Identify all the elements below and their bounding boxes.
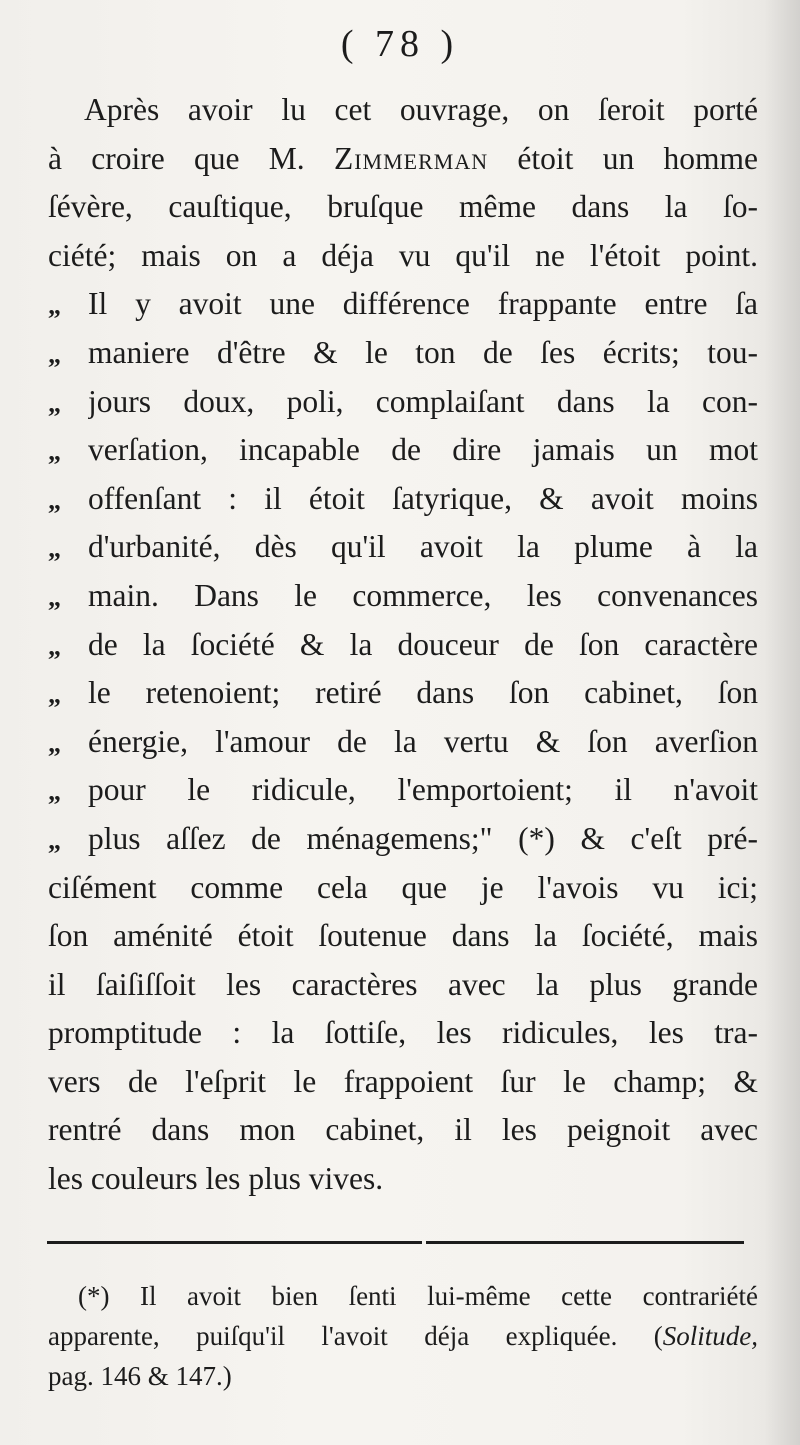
line-text: ciété; mais on a déja vu qu'il ne l'étoit point.	[48, 237, 758, 273]
line-text: Il y avoit une différence frappante entre ſa	[88, 286, 758, 322]
text-line	[48, 329, 758, 378]
quotation-mark: „	[48, 485, 61, 515]
line-text: Après avoir lu cet ouvrage, on ſeroit porté	[84, 92, 758, 127]
line-text: rentré dans mon cabinet, il les peignoit avec	[48, 1112, 758, 1148]
text-line	[48, 621, 758, 670]
line-text: main. Dans le commerce, les convenances	[88, 577, 758, 613]
quotation-mark: „	[48, 339, 61, 369]
line-text-part: à croire que M.	[48, 140, 334, 176]
text-line	[48, 912, 758, 961]
text-line	[48, 669, 758, 718]
line-text: verſation, incapable de dire jamais un mot	[88, 432, 758, 468]
text-line	[48, 815, 758, 864]
footnote-rule-left	[47, 1241, 422, 1244]
footnote-line	[48, 1276, 758, 1316]
page-edge-shadow	[764, 0, 800, 1445]
text-line	[48, 1155, 758, 1204]
text-line	[48, 232, 758, 281]
body-text	[48, 86, 758, 1204]
text-line	[48, 183, 758, 232]
footnote-line	[48, 1356, 758, 1396]
page-number: ( 78 )	[340, 23, 460, 65]
quotation-mark: „	[48, 825, 61, 855]
text-line	[48, 718, 758, 767]
text-line	[48, 766, 758, 815]
quotation-mark: „	[48, 437, 61, 467]
text-line	[48, 280, 758, 329]
line-text: de la ſociété & la douceur de ſon caractère	[88, 626, 758, 662]
quotation-mark: „	[48, 728, 61, 758]
footnote-line-1: (*) Il avoit bien ſenti lui-même cette contrariété	[78, 1281, 758, 1311]
text-line	[48, 1058, 758, 1107]
text-line	[48, 864, 758, 913]
quotation-mark: „	[48, 680, 61, 710]
quotation-mark: „	[48, 534, 61, 564]
line-text: ciſément comme cela que je l'avois vu ici;	[48, 869, 758, 905]
line-text: plus aſſez de ménagemens;" (*) & c'eſt pré-	[88, 820, 758, 856]
footnote-solitude-title: Solitude,	[662, 1321, 758, 1351]
quotation-mark: „	[48, 631, 61, 661]
line-text: maniere d'être & le ton de ſes écrits; tou-	[88, 334, 758, 370]
line-text: pour le ridicule, l'emportoient; il n'avoit	[88, 772, 758, 808]
quotation-mark: „	[48, 388, 61, 418]
line-text: ſon aménité étoit ſoutenue dans la ſociété, mais	[48, 918, 758, 954]
quotation-mark: „	[48, 291, 61, 321]
text-line	[48, 572, 758, 621]
footnote-line-2	[48, 1316, 758, 1356]
line-text: énergie, l'amour de la vertu & ſon averſion	[88, 723, 758, 759]
text-line	[48, 961, 758, 1010]
line-text: promptitude : la ſottiſe, les ridicules, les tra-	[48, 1015, 758, 1051]
text-line	[48, 378, 758, 427]
line-text: ſévère, cauſtique, bruſque même dans la ſo-	[48, 189, 758, 225]
footnote-line-3: pag. 146 & 147.)	[48, 1361, 232, 1391]
footnote-rule-right	[426, 1241, 744, 1244]
quotation-mark: „	[48, 777, 61, 807]
line-text: il ſaiſiſſoit les caractères avec la plus grande	[48, 966, 758, 1002]
text-line	[48, 135, 758, 184]
line-text: d'urbanité, dès qu'il avoit la plume à la	[88, 529, 758, 565]
line-text: le retenoient; retiré dans ſon cabinet, ſon	[88, 675, 758, 711]
author-name: Zimmerman	[333, 140, 489, 176]
text-line	[48, 86, 758, 135]
line-text: les couleurs les plus vives.	[48, 1161, 384, 1197]
text-line	[48, 426, 758, 475]
line-text-part: étoit un homme	[488, 140, 758, 176]
footnote-line	[48, 1316, 758, 1356]
text-line	[48, 523, 758, 572]
footnote	[48, 1276, 758, 1396]
footnote-line-2-text: apparente, puiſqu'il l'avoit déja expliquée. (	[48, 1321, 663, 1351]
text-line	[48, 1009, 758, 1058]
line-text: jours doux, poli, complaiſant dans la con-	[88, 383, 758, 419]
text-line	[48, 1106, 758, 1155]
quotation-mark: „	[48, 582, 61, 612]
line-text: vers de l'eſprit le frappoient ſur le champ; &	[48, 1063, 758, 1099]
text-line	[48, 475, 758, 524]
line-text: offenſant : il étoit ſatyrique, & avoit moins	[88, 480, 758, 516]
line-text	[48, 135, 758, 184]
